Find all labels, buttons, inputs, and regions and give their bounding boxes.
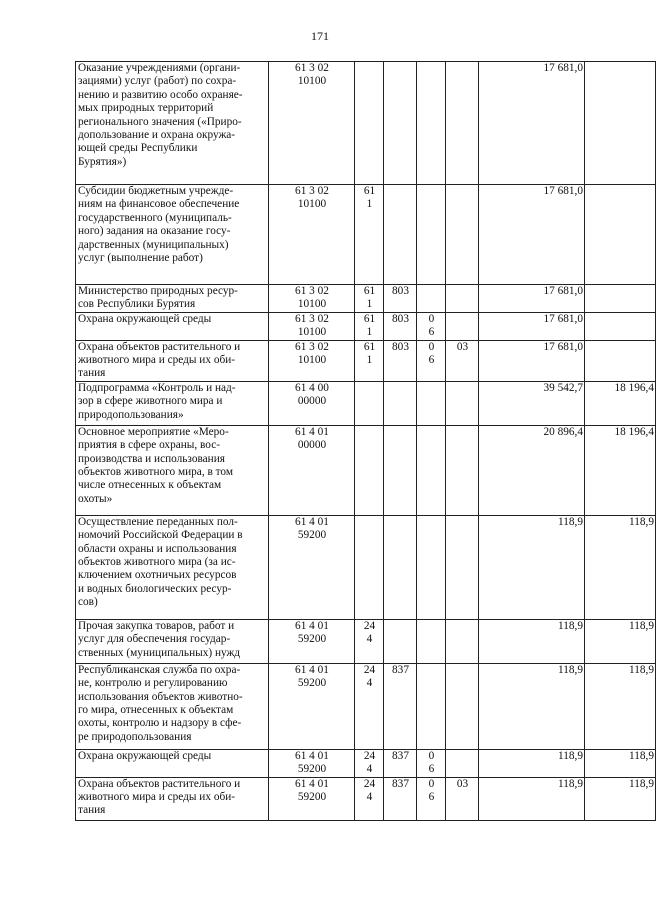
table-row — [76, 62, 656, 185]
table-row — [76, 285, 656, 313]
table-row — [76, 749, 656, 777]
row-amount-federal: 18 196,4 — [585, 425, 656, 515]
row-amount-total: 17 681,0 — [479, 340, 585, 381]
row-subsection — [446, 185, 479, 285]
row-section: 0 6 — [417, 312, 446, 340]
row-section — [417, 285, 446, 313]
row-administrator-code — [384, 619, 417, 663]
row-expense-type: 61 1 — [355, 285, 384, 313]
row-amount-total: 39 542,7 — [479, 381, 585, 425]
row-administrator-code: 837 — [384, 777, 417, 820]
row-amount-federal: 118,9 — [585, 619, 656, 663]
row-expense-type — [355, 381, 384, 425]
row-subsection — [446, 62, 479, 185]
row-target-article: 61 3 02 10100 — [269, 185, 355, 285]
row-administrator-code — [384, 185, 417, 285]
row-name: Охрана окружающей среды — [76, 312, 269, 340]
row-administrator-code — [384, 515, 417, 619]
row-name: Республиканская служба по охра- не, контролю и регулированию использования объектов животно- го мира, отнесенных к объектам охоты, контролю и надзору в сфе- ре природопользования — [76, 663, 269, 749]
row-amount-total: 17 681,0 — [479, 285, 585, 313]
row-amount-federal — [585, 340, 656, 381]
row-target-article: 61 4 01 59200 — [269, 515, 355, 619]
row-section — [417, 425, 446, 515]
row-administrator-code — [384, 425, 417, 515]
row-target-article: 61 4 01 59200 — [269, 619, 355, 663]
row-subsection — [446, 425, 479, 515]
table-row — [76, 425, 656, 515]
row-expense-type: 24 4 — [355, 619, 384, 663]
row-target-article: 61 4 01 59200 — [269, 663, 355, 749]
row-name: Охрана объектов растительного и животного мира и среды их оби- тания — [76, 777, 269, 820]
table-row — [76, 340, 656, 381]
row-amount-total: 17 681,0 — [479, 312, 585, 340]
row-subsection — [446, 312, 479, 340]
row-name: Подпрограмма «Контроль и над- зор в сфере животного мира и природопользования» — [76, 381, 269, 425]
row-subsection — [446, 515, 479, 619]
table-row — [76, 515, 656, 619]
row-amount-total: 20 896,4 — [479, 425, 585, 515]
row-amount-total: 118,9 — [479, 749, 585, 777]
row-expense-type: 61 1 — [355, 340, 384, 381]
row-target-article: 61 3 02 10100 — [269, 62, 355, 185]
row-amount-total: 118,9 — [479, 515, 585, 619]
row-target-article: 61 3 02 10100 — [269, 285, 355, 313]
row-name: Министерство природных ресур- сов Республики Бурятия — [76, 285, 269, 313]
row-subsection — [446, 663, 479, 749]
row-target-article: 61 4 01 59200 — [269, 777, 355, 820]
row-expense-type — [355, 62, 384, 185]
row-administrator-code: 837 — [384, 749, 417, 777]
row-subsection — [446, 749, 479, 777]
budget-table — [75, 61, 656, 821]
row-administrator-code: 837 — [384, 663, 417, 749]
row-subsection — [446, 285, 479, 313]
row-name: Охрана окружающей среды — [76, 749, 269, 777]
row-name: Основное мероприятие «Меро- приятия в сфере охраны, вос- производства и использования объектов животного мира, в том числе отнесенных к объектам охоты» — [76, 425, 269, 515]
row-administrator-code — [384, 381, 417, 425]
row-amount-federal — [585, 312, 656, 340]
row-amount-federal — [585, 62, 656, 185]
row-amount-federal: 18 196,4 — [585, 381, 656, 425]
table-row — [76, 663, 656, 749]
row-section — [417, 185, 446, 285]
row-expense-type: 24 4 — [355, 749, 384, 777]
row-subsection: 03 — [446, 340, 479, 381]
row-amount-total: 17 681,0 — [479, 62, 585, 185]
row-name: Оказание учреждениями (органи- зациями) услуг (работ) по сохра- нению и развитию особо охраняе- мых природных территорий регионального значения («Приро- допользование и охрана окружа- ющей среды Республики Бурятия») — [76, 62, 269, 185]
row-administrator-code: 803 — [384, 312, 417, 340]
row-amount-federal: 118,9 — [585, 663, 656, 749]
row-expense-type: 61 1 — [355, 185, 384, 285]
row-name: Прочая закупка товаров, работ и услуг для обеспечения государ- ственных (муниципальных) нужд — [76, 619, 269, 663]
row-section — [417, 381, 446, 425]
row-amount-federal: 118,9 — [585, 515, 656, 619]
table-row — [76, 185, 656, 285]
row-section: 0 6 — [417, 340, 446, 381]
row-section — [417, 619, 446, 663]
row-section — [417, 515, 446, 619]
row-amount-federal: 118,9 — [585, 777, 656, 820]
row-expense-type: 24 4 — [355, 777, 384, 820]
row-name: Субсидии бюджетным учрежде- ниям на финансовое обеспечение государственного (муниципаль- ного) задания на оказание госу- дарственных (муниципальных) услуг (выполнение работ) — [76, 185, 269, 285]
row-section: 0 6 — [417, 749, 446, 777]
row-expense-type — [355, 515, 384, 619]
row-target-article: 61 4 01 00000 — [269, 425, 355, 515]
row-subsection — [446, 619, 479, 663]
row-expense-type: 24 4 — [355, 663, 384, 749]
row-target-article: 61 3 02 10100 — [269, 340, 355, 381]
row-expense-type — [355, 425, 384, 515]
row-section — [417, 62, 446, 185]
table-row — [76, 312, 656, 340]
page-number: 171 — [311, 29, 329, 43]
row-amount-total: 118,9 — [479, 777, 585, 820]
budget-table-body — [76, 62, 656, 821]
table-row — [76, 381, 656, 425]
row-section — [417, 663, 446, 749]
row-target-article: 61 3 02 10100 — [269, 312, 355, 340]
row-target-article: 61 4 00 00000 — [269, 381, 355, 425]
table-row — [76, 619, 656, 663]
row-amount-federal — [585, 285, 656, 313]
row-administrator-code: 803 — [384, 285, 417, 313]
row-subsection — [446, 381, 479, 425]
row-name: Охрана объектов растительного и животного мира и среды их оби- тания — [76, 340, 269, 381]
row-amount-federal: 118,9 — [585, 749, 656, 777]
row-expense-type: 61 1 — [355, 312, 384, 340]
row-target-article: 61 4 01 59200 — [269, 749, 355, 777]
table-row — [76, 777, 656, 820]
row-section: 0 6 — [417, 777, 446, 820]
row-amount-total: 118,9 — [479, 663, 585, 749]
row-administrator-code: 803 — [384, 340, 417, 381]
row-amount-total: 17 681,0 — [479, 185, 585, 285]
row-amount-total: 118,9 — [479, 619, 585, 663]
row-subsection: 03 — [446, 777, 479, 820]
row-amount-federal — [585, 185, 656, 285]
row-name: Осуществление переданных пол- номочий Российской Федерации в области охраны и использования объектов животного мира (за ис- ключением охотничьих ресурсов и водных биологических ресур- сов) — [76, 515, 269, 619]
row-administrator-code — [384, 62, 417, 185]
